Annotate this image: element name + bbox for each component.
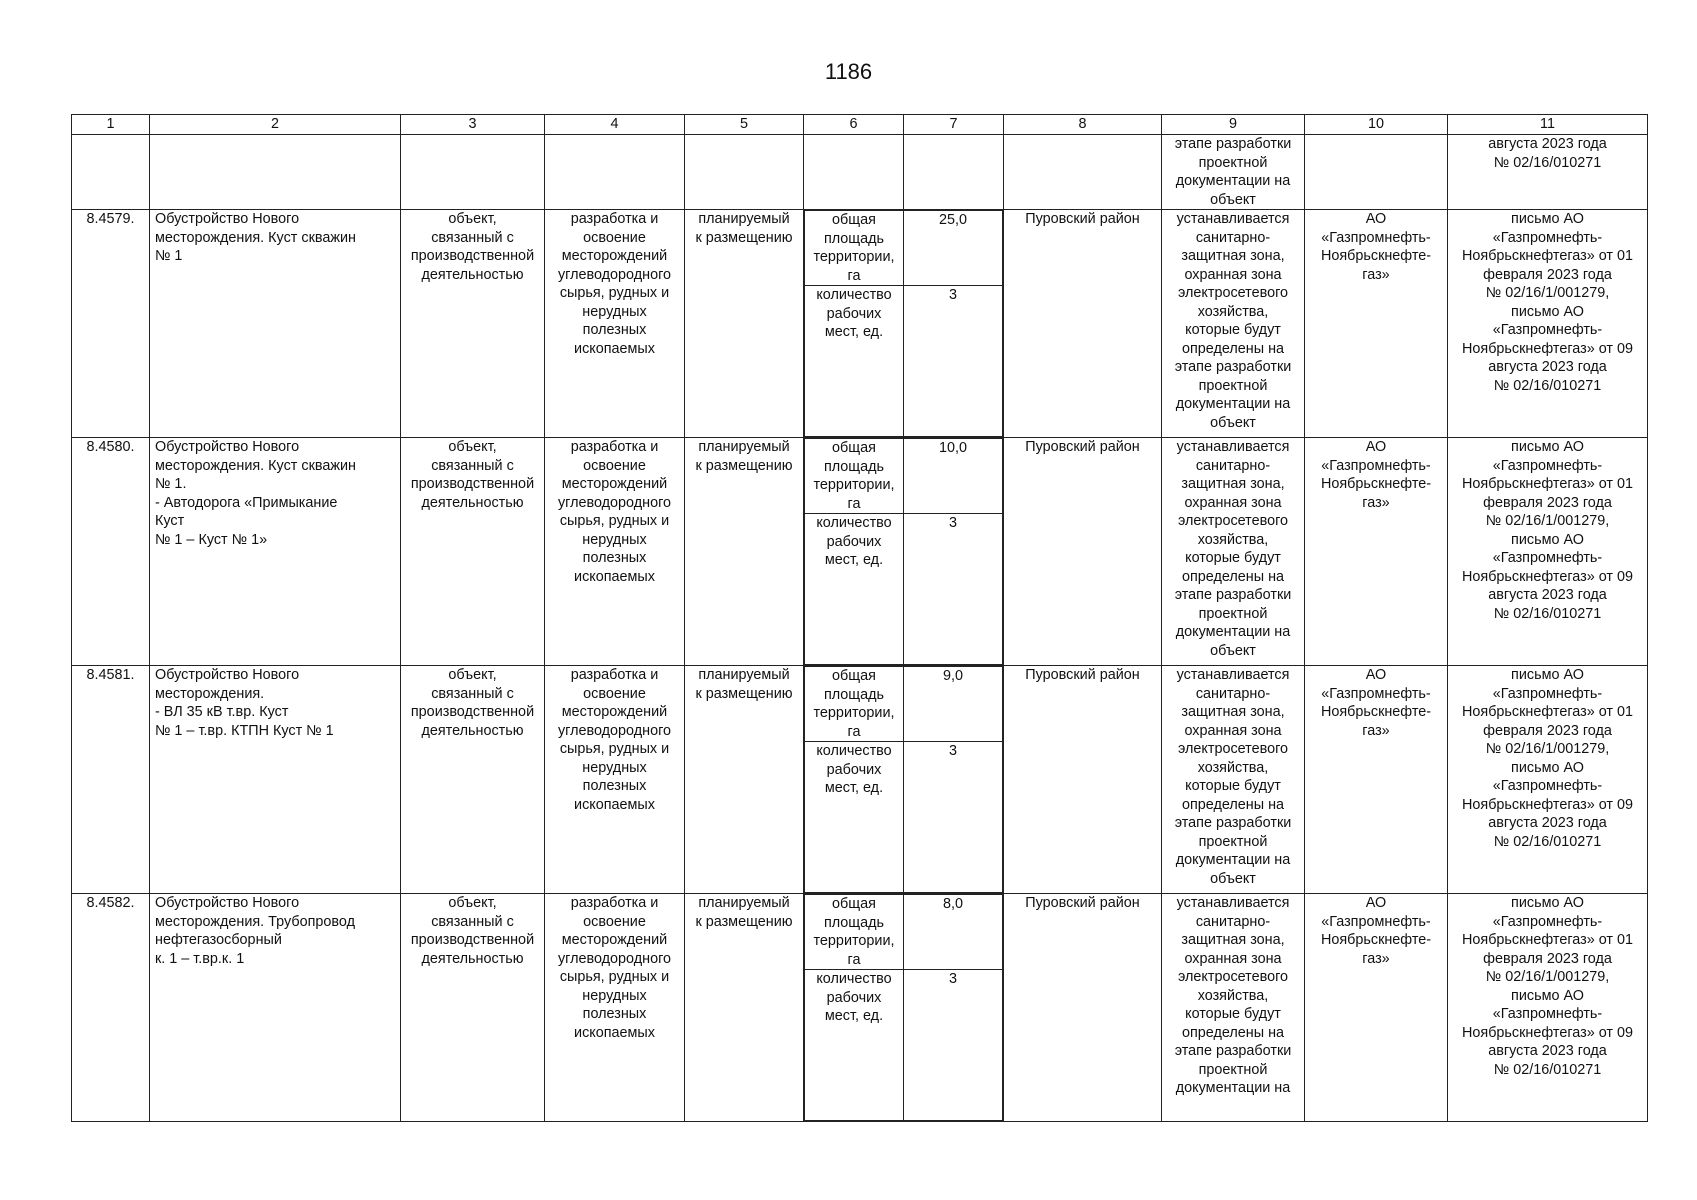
object-purpose-cell: разработка и освоение месторождений углеводородного сырья, рудных и нерудных полезных ископаемых [545, 894, 685, 1122]
status-cell: планируемый к размещению [685, 210, 804, 438]
table-row [72, 210, 1648, 438]
row-number-cell: 8.4582. [72, 894, 150, 1122]
indicator-label: количество рабочих мест, ед. [805, 742, 904, 893]
object-purpose-cell: разработка и освоение месторождений углеводородного сырья, рудных и нерудных полезных ископаемых [545, 666, 685, 894]
column-number: 10 [1305, 115, 1448, 135]
object-name-cell: Обустройство Нового месторождения. - ВЛ 35 кВ т.вр. Куст № 1 – т.вр. КТПН Куст № 1 [150, 666, 401, 894]
indicator-value: 8,0 [904, 895, 1003, 970]
indicators-cell [804, 666, 1004, 894]
indicator-row [805, 895, 1003, 970]
column-number: 4 [545, 115, 685, 135]
indicator-label: количество рабочих мест, ед. [805, 514, 904, 665]
indicator-row [805, 211, 1003, 286]
indicator-row [805, 439, 1003, 514]
column-number: 5 [685, 115, 804, 135]
initiator-cell: АО «Газпромнефть- Ноябрьскнефте- газ» [1305, 894, 1448, 1122]
empty-cell [904, 135, 1004, 210]
indicator-row [805, 742, 1003, 893]
object-name-cell: Обустройство Нового месторождения. Трубопровод нефтегазосборный к. 1 – т.вр.к. 1 [150, 894, 401, 1122]
page-number: 1186 [824, 59, 873, 84]
indicators-table [804, 894, 1003, 1121]
object-type-cell: объект, связанный с производственной деятельностью [401, 894, 545, 1122]
indicator-label: количество рабочих мест, ед. [805, 970, 904, 1121]
table-row [72, 894, 1648, 1122]
column-number: 11 [1448, 115, 1648, 135]
column-number-row [72, 115, 1648, 135]
column-number: 6 [804, 115, 904, 135]
empty-cell [150, 135, 401, 210]
indicator-label: количество рабочих мест, ед. [805, 286, 904, 437]
object-purpose-cell: разработка и освоение месторождений углеводородного сырья, рудных и нерудных полезных ископаемых [545, 210, 685, 438]
indicator-row [805, 286, 1003, 437]
location-cell: Пуровский район [1004, 666, 1162, 894]
object-purpose-cell: разработка и освоение месторождений углеводородного сырья, рудных и нерудных полезных ископаемых [545, 438, 685, 666]
initiator-cell: АО «Газпромнефть- Ноябрьскнефте- газ» [1305, 210, 1448, 438]
object-type-cell: объект, связанный с производственной деятельностью [401, 666, 545, 894]
row-number-cell: 8.4581. [72, 666, 150, 894]
continuation-row [72, 135, 1648, 210]
basis-cell: письмо АО «Газпромнефть- Ноябрьскнефтегаз» от 01 февраля 2023 года № 02/16/1/001279, письмо АО «Газпромнефть- Ноябрьскнефтегаз» от 09 августа 2023 года № 02/16/010271 [1448, 666, 1648, 894]
zones-cell: устанавливается санитарно- защитная зона, охранная зона электросетевого хозяйства, которые будут определены на этапе разработки проектной документации на [1162, 894, 1305, 1122]
indicator-value: 3 [904, 286, 1003, 437]
indicator-value: 3 [904, 742, 1003, 893]
empty-cell [804, 135, 904, 210]
status-cell: планируемый к размещению [685, 894, 804, 1122]
zones-cell: устанавливается санитарно- защитная зона, охранная зона электросетевого хозяйства, которые будут определены на этапе разработки проектной документации на объект [1162, 210, 1305, 438]
row-number-cell: 8.4580. [72, 438, 150, 666]
indicator-label: общая площадь территории, га [805, 667, 904, 742]
zones-cell: устанавливается санитарно- защитная зона, охранная зона электросетевого хозяйства, которые будут определены на этапе разработки проектной документации на объект [1162, 438, 1305, 666]
object-name-cell: Обустройство Нового месторождения. Куст скважин № 1. - Автодорога «Примыкание Куст № 1 – Куст № 1» [150, 438, 401, 666]
indicator-label: общая площадь территории, га [805, 895, 904, 970]
object-type-cell: объект, связанный с производственной деятельностью [401, 210, 545, 438]
empty-cell [1305, 135, 1448, 210]
empty-cell [685, 135, 804, 210]
initiator-cell: АО «Газпромнефть- Ноябрьскнефте- газ» [1305, 438, 1448, 666]
status-cell: планируемый к размещению [685, 666, 804, 894]
indicator-value: 9,0 [904, 667, 1003, 742]
indicator-row [805, 514, 1003, 665]
column-number: 3 [401, 115, 545, 135]
indicator-label: общая площадь территории, га [805, 211, 904, 286]
indicators-table [804, 438, 1003, 665]
table-body [72, 115, 1648, 1122]
indicator-value: 25,0 [904, 211, 1003, 286]
column-number: 7 [904, 115, 1004, 135]
basis-cell: августа 2023 года № 02/16/010271 [1448, 135, 1648, 210]
indicator-value: 3 [904, 514, 1003, 665]
basis-cell: письмо АО «Газпромнефть- Ноябрьскнефтегаз» от 01 февраля 2023 года № 02/16/1/001279, письмо АО «Газпромнефть- Ноябрьскнефтегаз» от 09 августа 2023 года № 02/16/010271 [1448, 894, 1648, 1122]
indicator-value: 3 [904, 970, 1003, 1121]
location-cell: Пуровский район [1004, 438, 1162, 666]
row-number-cell: 8.4579. [72, 210, 150, 438]
zones-cell: устанавливается санитарно- защитная зона, охранная зона электросетевого хозяйства, которые будут определены на этапе разработки проектной документации на объект [1162, 666, 1305, 894]
indicators-table [804, 210, 1003, 437]
table-row [72, 438, 1648, 666]
indicator-value: 10,0 [904, 439, 1003, 514]
column-number: 8 [1004, 115, 1162, 135]
empty-cell [72, 135, 150, 210]
empty-cell [545, 135, 685, 210]
location-cell: Пуровский район [1004, 210, 1162, 438]
basis-cell: письмо АО «Газпромнефть- Ноябрьскнефтегаз» от 01 февраля 2023 года № 02/16/1/001279, письмо АО «Газпромнефть- Ноябрьскнефтегаз» от 09 августа 2023 года № 02/16/010271 [1448, 210, 1648, 438]
location-cell: Пуровский район [1004, 894, 1162, 1122]
indicator-label: общая площадь территории, га [805, 439, 904, 514]
column-number: 2 [150, 115, 401, 135]
empty-cell [401, 135, 545, 210]
status-cell: планируемый к размещению [685, 438, 804, 666]
indicators-cell [804, 438, 1004, 666]
indicators-cell [804, 210, 1004, 438]
initiator-cell: АО «Газпромнефть- Ноябрьскнефте- газ» [1305, 666, 1448, 894]
table-row [72, 666, 1648, 894]
object-type-cell: объект, связанный с производственной деятельностью [401, 438, 545, 666]
objects-table [71, 114, 1648, 1122]
basis-cell: письмо АО «Газпромнефть- Ноябрьскнефтегаз» от 01 февраля 2023 года № 02/16/1/001279, письмо АО «Газпромнефть- Ноябрьскнефтегаз» от 09 августа 2023 года № 02/16/010271 [1448, 438, 1648, 666]
column-number: 9 [1162, 115, 1305, 135]
indicators-cell [804, 894, 1004, 1122]
zones-cell: этапе разработки проектной документации на объект [1162, 135, 1305, 210]
indicators-table [804, 666, 1003, 893]
empty-cell [1004, 135, 1162, 210]
indicator-row [805, 970, 1003, 1121]
indicator-row [805, 667, 1003, 742]
object-name-cell: Обустройство Нового месторождения. Куст скважин № 1 [150, 210, 401, 438]
column-number: 1 [72, 115, 150, 135]
